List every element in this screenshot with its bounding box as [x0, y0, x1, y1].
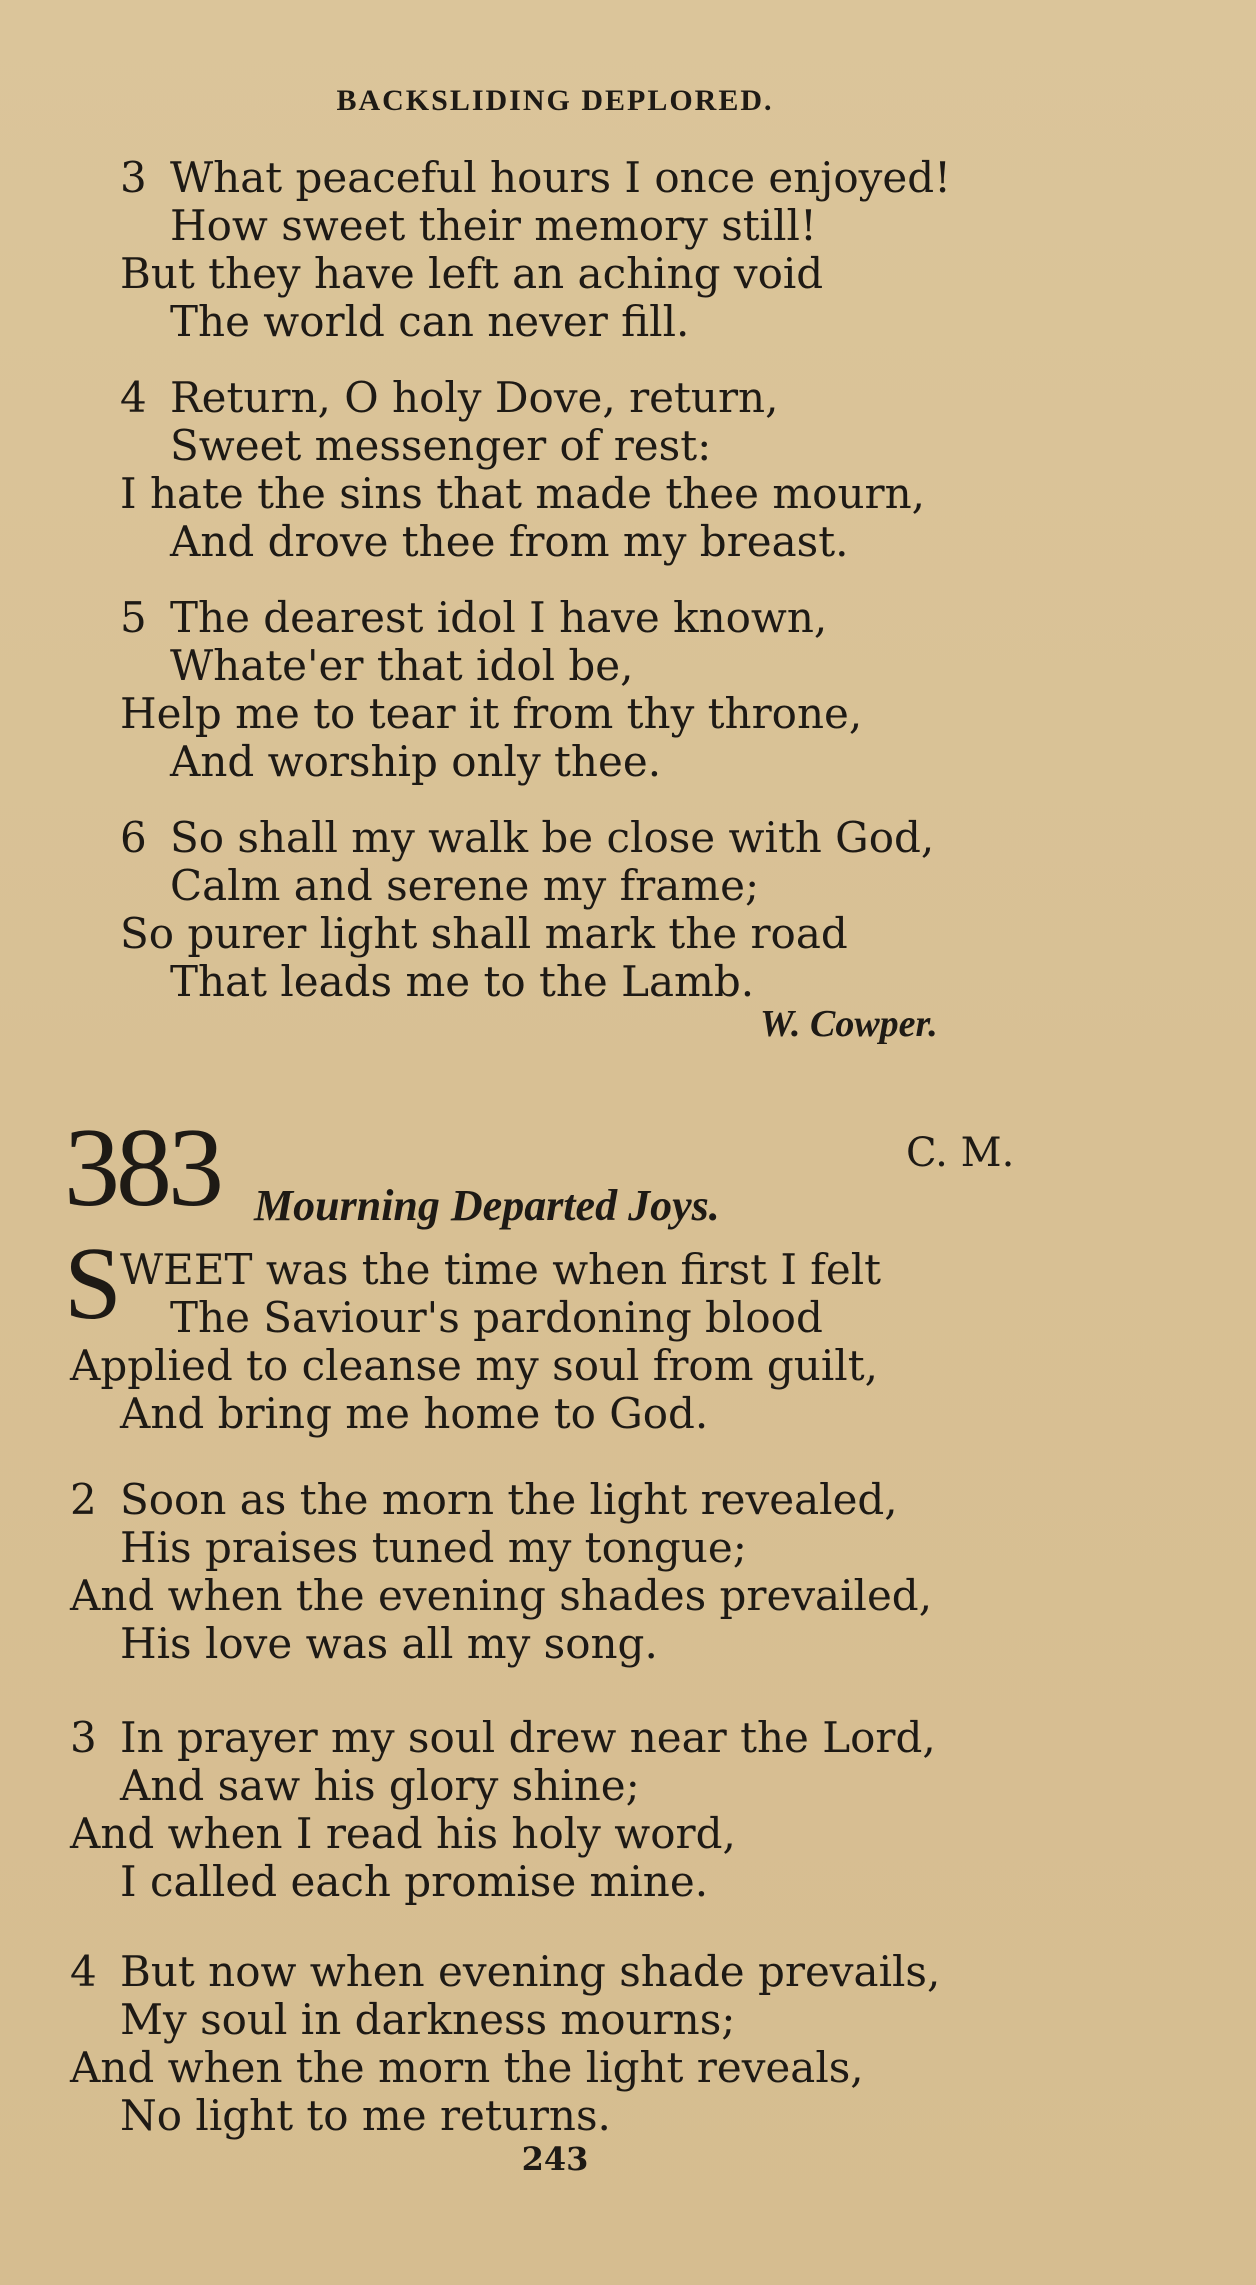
hymn-title: Mourning Departed Joys. [254, 1181, 720, 1230]
stanza-line: But they have left an aching void [120, 249, 824, 298]
stanza-line: I called each promise mine. [120, 1857, 709, 1906]
stanza-line: 6 So shall my walk be close with God, [120, 813, 935, 862]
stanza-line: That leads me to the Lamb. [170, 957, 755, 1006]
stanza-number: 6 [120, 813, 147, 862]
stanza-line: 2 Soon as the morn the light revealed, [70, 1475, 898, 1524]
stanza-line: Help me to tear it from thy throne, [120, 689, 863, 738]
stanza-line: And when the evening shades prevailed, [70, 1571, 933, 1620]
stanza-line: And drove thee from my breast. [170, 517, 849, 566]
stanza-line: Sweet messenger of rest: [170, 421, 712, 470]
stanza-line: His love was all my song. [120, 1619, 658, 1668]
stanza-number: 2 [70, 1475, 97, 1524]
hymn-meter: C. M. [906, 1130, 1015, 1176]
hymn-number: 383 [64, 1106, 220, 1230]
stanza-line: 4 Return, O holy Dove, return, [120, 373, 779, 422]
stanza-number: 4 [70, 1947, 97, 1996]
stanza-line: And saw his glory shine; [120, 1761, 640, 1810]
stanza-number: 4 [120, 373, 147, 422]
stanza-line: And when the morn the light reveals, [70, 2043, 864, 2092]
author-attribution: W. Cowper. [760, 1003, 938, 1045]
stanza-line: 5 The dearest idol I have known, [120, 593, 828, 642]
stanza-line: And when I read his holy word, [70, 1809, 736, 1858]
stanza-line: Calm and serene my frame; [170, 861, 760, 910]
stanza-line: 4 But now when evening shade prevails, [70, 1947, 941, 1996]
stanza-line: The Saviour's pardoning blood [170, 1293, 823, 1342]
stanza-line: How sweet their memory still! [170, 201, 817, 250]
stanza-line: So purer light shall mark the road [120, 909, 848, 958]
stanza-number: 5 [120, 593, 147, 642]
stanza-line: And bring me home to God. [120, 1389, 709, 1438]
stanza-line: No light to me returns. [120, 2091, 611, 2140]
stanza-line: 3 What peaceful hours I once enjoyed! [120, 153, 951, 202]
stanza-number: 3 [70, 1713, 97, 1762]
stanza-line: And worship only thee. [170, 737, 662, 786]
page-number: 243 [521, 2140, 589, 2178]
stanza-line: I hate the sins that made thee mourn, [120, 469, 925, 518]
stanza-line: Applied to cleanse my soul from guilt, [70, 1341, 878, 1390]
stanza-line: The world can never fill. [170, 297, 690, 346]
drop-cap: S [64, 1226, 122, 1341]
running-head: BACKSLIDING DEPLORED. [336, 84, 774, 117]
stanza-line: My soul in darkness mourns; [120, 1995, 736, 2044]
stanza-line: Whate'er that idol be, [170, 641, 634, 690]
stanza-line: 3 In prayer my soul drew near the Lord, [70, 1713, 936, 1762]
stanza-number: 3 [120, 153, 147, 202]
stanza-line: WEET was the time when first I felt [120, 1245, 882, 1294]
stanza-line: His praises tuned my tongue; [120, 1523, 747, 1572]
